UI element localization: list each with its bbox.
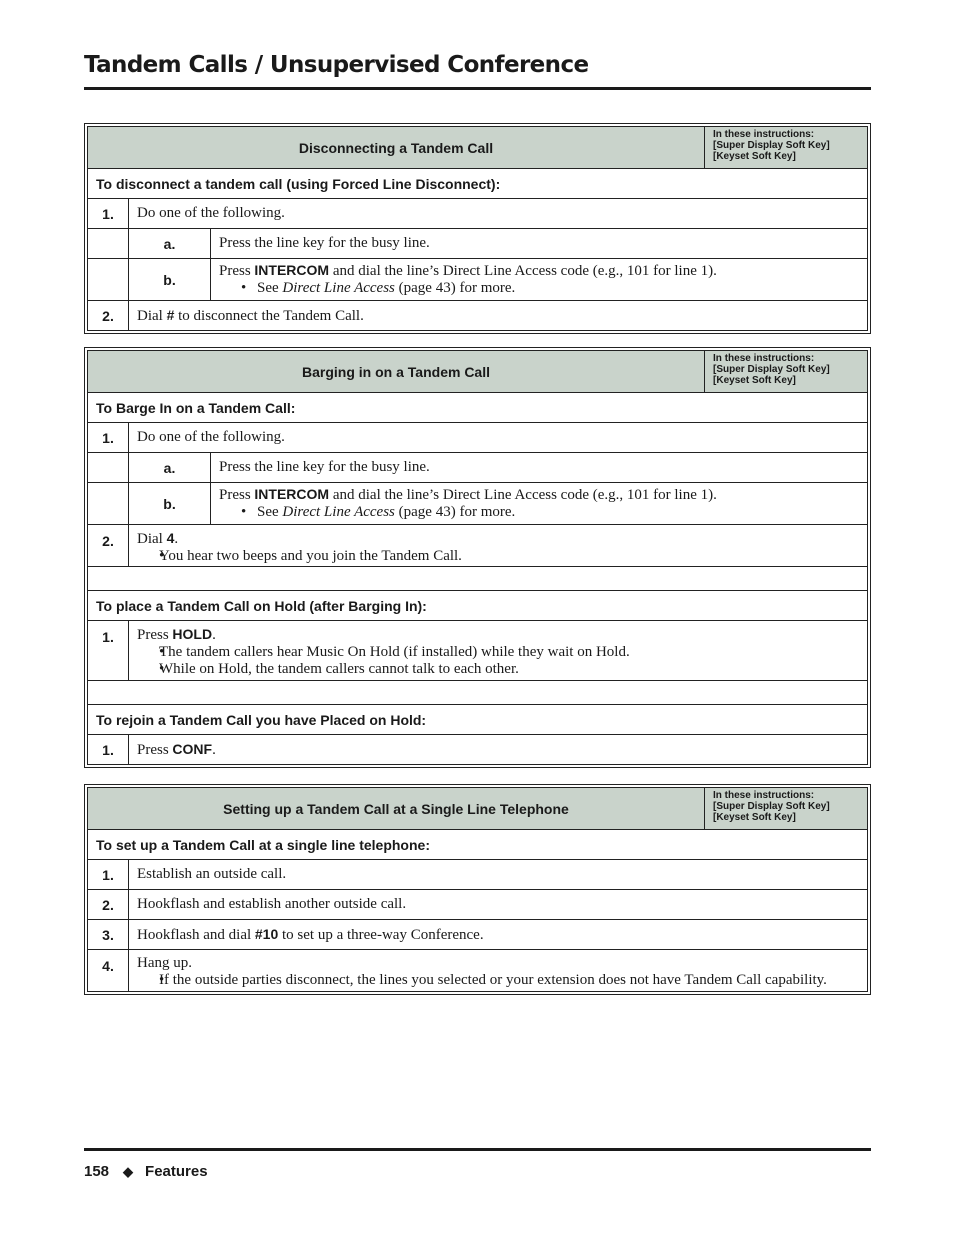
diamond-icon: ◆ [123,1164,134,1179]
footer-rule [84,1148,871,1151]
table-title: Disconnecting a Tandem Call [88,127,705,169]
step-row [88,735,868,765]
substep-text: Press the line key for the busy line. [211,453,868,483]
section-heading: To Barge In on a Tandem Call: [88,393,868,423]
bullet-item: • See Direct Line Access (page 43) for more. [219,504,859,521]
substep-label: b. [129,259,211,301]
section-heading: To set up a Tandem Call at a single line telephone: [88,830,868,860]
footer-section: Features [145,1163,208,1180]
section-heading: To rejoin a Tandem Call you have Placed on Hold: [88,705,868,735]
step-row [88,890,868,920]
instructions-note-line3: [Keyset Soft Key] [713,151,796,162]
step-number: 1. [88,423,129,453]
bullet-item: • If the outside parties disconnect, the lines you selected or your extension does not have Tandem Call capability. [137,972,859,989]
spacer-row [88,567,868,591]
step-row [88,301,868,331]
key-name: INTERCOM [254,262,330,278]
step-row [88,199,868,229]
table-disconnecting-tandem-call [84,123,871,334]
step-row [88,860,868,890]
bullet-item: • While on Hold, the tandem callers cannot talk to each other. [137,661,859,678]
page-title: Tandem Calls / Unsupervised Conference [84,52,589,78]
instructions-note [705,127,868,169]
spacer-row [88,681,868,705]
title-rule [84,87,871,90]
substep-row [88,453,868,483]
substep-text: Press the line key for the busy line. [211,229,868,259]
step-text: Do one of the following. [129,199,868,229]
substep-label: a. [129,453,211,483]
step-number: 2. [88,525,129,567]
key-name: #10 [254,925,279,942]
substep-row [88,229,868,259]
step-row [88,950,868,992]
bullet-item: • You hear two beeps and you join the Tandem Call. [137,548,859,565]
substep-row [88,259,868,301]
key-name: CONF [172,740,213,757]
step-row [88,423,868,453]
instructions-note-line1: In these instructions: [713,129,815,140]
step-number: 2. [88,301,129,331]
step-number: 1. [88,621,129,681]
instructions-note-line2: [Super Display Soft Key] [713,364,830,375]
instructions-note-line2: [Super Display Soft Key] [713,801,830,812]
key-name: INTERCOM [254,486,330,502]
substep-label: a. [129,229,211,259]
page-number: 158 [84,1163,110,1180]
instructions-note-line2: [Super Display Soft Key] [713,140,830,151]
bullet-item: • The tandem callers hear Music On Hold (if installed) while they wait on Hold. [137,644,859,661]
step-text: Establish an outside call. [129,860,868,890]
substep-label: b. [129,483,211,525]
instructions-note-line3: [Keyset Soft Key] [713,812,796,823]
substep-row [88,483,868,525]
step-row [88,920,868,950]
step-text: Do one of the following. [129,423,868,453]
substep-text: Press INTERCOM and dial the line’s Direct Line Access code (e.g., 101 for line 1). • See Direct Line Access (page 43) for more. [211,483,868,525]
step-text: Hookflash and dial #10 to set up a three-way Conference. [129,920,868,950]
step-number: 1. [88,860,129,890]
step-text: Hookflash and establish another outside call. [129,890,868,920]
step-number: 2. [88,890,129,920]
step-number: 1. [88,199,129,229]
instructions-note [705,351,868,393]
table-title: Setting up a Tandem Call at a Single Line Telephone [88,788,705,830]
key-name: 4 [166,530,175,546]
step-text: Hang up. • If the outside parties disconnect, the lines you selected or your extension does not have Tandem Call capability. [129,950,868,992]
page-footer [84,1163,208,1180]
step-text: Press HOLD. • The tandem callers hear Music On Hold (if installed) while they wait on Hold. • While on Hold, the tandem callers cannot talk to each other. [129,621,868,681]
instructions-note-line3: [Keyset Soft Key] [713,375,796,386]
step-text: Press CONF. [129,735,868,765]
instructions-note [705,788,868,830]
section-heading: To place a Tandem Call on Hold (after Barging In): [88,591,868,621]
instructions-note-line1: In these instructions: [713,790,815,801]
step-row [88,621,868,681]
step-text: Dial 4. • You hear two beeps and you join the Tandem Call. [129,525,868,567]
table-title: Barging in on a Tandem Call [88,351,705,393]
step-number: 1. [88,735,129,765]
table-single-line-tandem-call [84,784,871,995]
bullet-item: • See Direct Line Access (page 43) for more. [219,280,859,297]
section-heading: To disconnect a tandem call (using Forced Line Disconnect): [88,169,868,199]
step-text: Dial # to disconnect the Tandem Call. [129,301,868,331]
table-barging-in-tandem-call [84,347,871,768]
step-number: 4. [88,950,129,992]
key-name: # [166,306,175,323]
step-row [88,525,868,567]
key-name: HOLD [172,626,213,642]
substep-text: Press INTERCOM and dial the line’s Direct Line Access code (e.g., 101 for line 1). • See Direct Line Access (page 43) for more. [211,259,868,301]
instructions-note-line1: In these instructions: [713,353,815,364]
step-number: 3. [88,920,129,950]
